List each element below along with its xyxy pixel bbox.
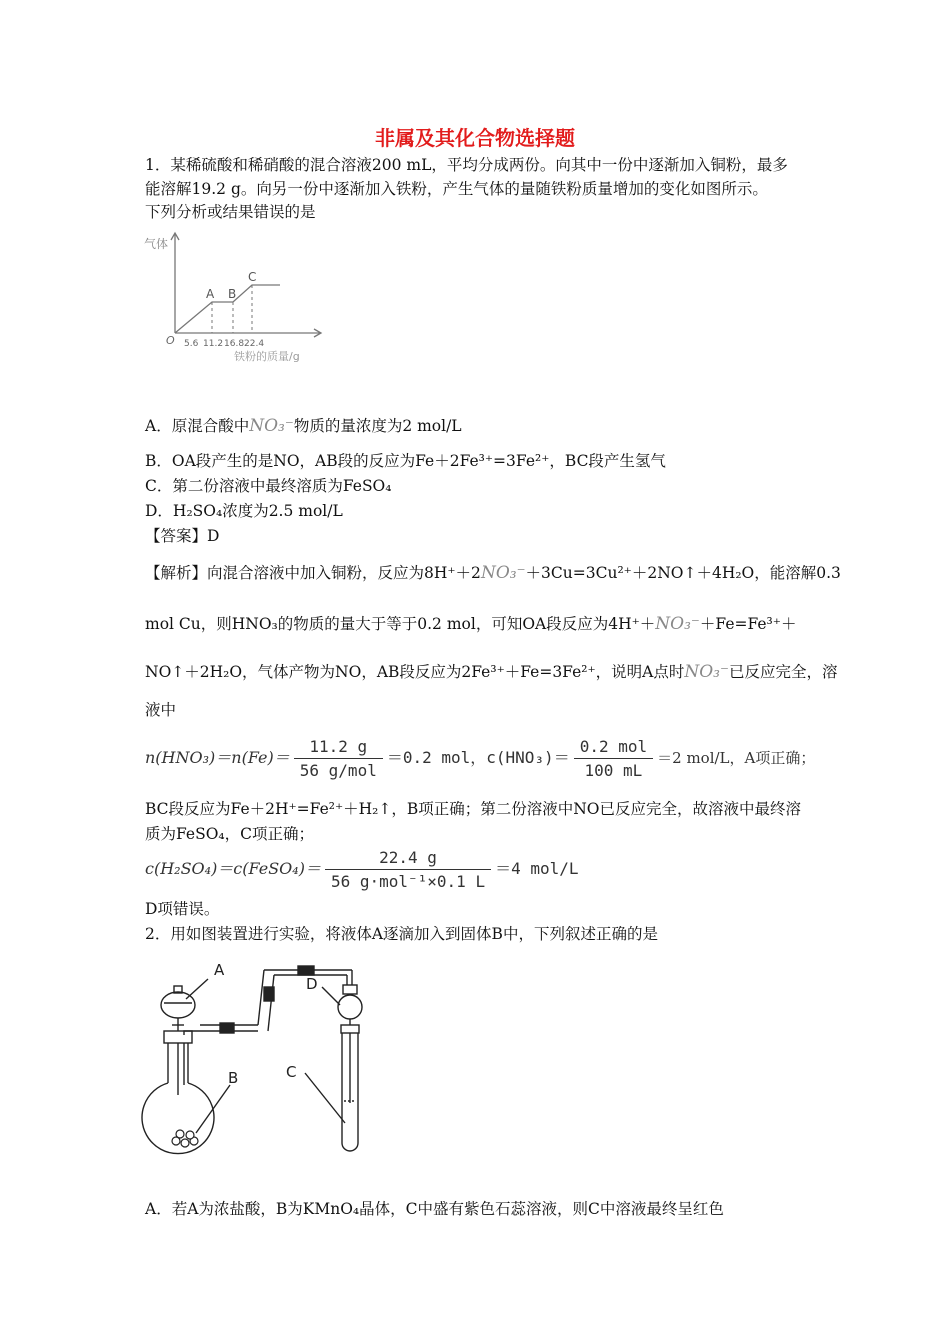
q1-explanation-line1: 【解析】向混合溶液中加入铜粉，反应为8H⁺＋2NO₃⁻＋3Cu=3Cu²⁺＋2NO↑＋4H₂O，能溶解0.3	[145, 563, 841, 583]
diagram-label-b: B	[228, 1069, 239, 1087]
graph-tick-3: 16.8	[224, 339, 245, 349]
q1-option-b: B．OA段产生的是NO，AB段的反应为Fe＋2Fe³⁺=3Fe²⁺，BC段产生氢气	[145, 452, 666, 470]
q1-explanation-line2: mol Cu，则HNO₃的物质的量大于等于0.2 mol，可知OA段反应为4H⁺＋NO₃⁻＋Fe=Fe³⁺＋	[145, 614, 797, 634]
page-title: 非属及其化合物选择题	[375, 126, 575, 150]
q2-option-a: A．若A为浓盐酸，B为KMnO₄晶体，C中盛有紫色石蕊溶液，则C中溶液最终呈红色	[145, 1200, 724, 1218]
q1-answer: 【答案】D	[145, 527, 220, 545]
q1-option-d: D．H₂SO₄浓度为2.5 mol/L	[145, 502, 343, 520]
graph-tick-1: 5.6	[184, 339, 199, 349]
graph-point-a: A	[206, 287, 215, 301]
graph-point-c: C	[248, 270, 257, 284]
graph-tick-2: 11.2	[203, 339, 224, 349]
nitrate-ion: NO₃⁻	[655, 614, 700, 634]
diagram-label-c: C	[286, 1063, 297, 1081]
graph-x-label: 铁粉的质量/g	[234, 350, 300, 363]
q1-explanation-line9: D项错误。	[145, 900, 220, 918]
q1-gas-graph	[140, 228, 340, 368]
graph-y-label: 气体	[144, 237, 169, 251]
q2-apparatus-diagram	[140, 955, 400, 1165]
q1-explanation-line4: 液中	[145, 701, 177, 719]
diagram-label-d: D	[306, 975, 318, 993]
nitrate-ion: NO₃⁻	[249, 416, 294, 436]
q1-option-a: A．原混合酸中NO₃⁻物质的量浓度为2 mol/L	[145, 416, 462, 436]
q1-explanation-line3: NO↑＋2H₂O，气体产物为NO，AB段反应为2Fe³⁺＋Fe=3Fe²⁺，说明A点时NO₃⁻已反应完全，溶	[145, 662, 838, 682]
q1-explanation-line6: BC段反应为Fe＋2H⁺=Fe²⁺＋H₂↑，B项正确；第二份溶液中NO已反应完全，故溶液中最终溶	[145, 800, 802, 818]
diagram-label-a: A	[214, 961, 225, 979]
nitrate-ion: NO₃⁻	[480, 563, 526, 583]
nitrate-ion: NO₃⁻	[684, 662, 729, 682]
formula-h2so4: c(H₂SO₄)＝c(FeSO₄)＝ $\frac{22.4 g}{\text{56 g·mol⁻¹×0.1 L}}$ ＝4 mol/L	[145, 848, 579, 891]
q1-stem-line3: 下列分析或结果错误的是	[145, 203, 316, 221]
q1-stem-line2: 能溶解19.2 g。向另一份中逐渐加入铁粉，产生气体的量随铁粉质量增加的变化如图所示。	[145, 180, 768, 198]
q1-stem-line1: 1．某稀硫酸和稀硝酸的混合溶液200 mL，平均分成两份。向其中一份中逐渐加入铜粉，最多	[145, 156, 788, 174]
graph-point-b: B	[228, 287, 237, 301]
formula-hno3: n(HNO₃)＝n(Fe)＝ $\frac{11.2 g}{\text{56 g/mol}}$ ＝0.2 mol，c(HNO₃)＝ $\frac{\text{0.2 mol}}{100 mL}$ ＝2 mol/L，A项正确；	[145, 737, 816, 780]
q2-stem: 2．用如图装置进行实验，将液体A逐滴加入到固体B中，下列叙述正确的是	[145, 925, 658, 943]
q1-explanation-line7: 质为FeSO₄，C项正确；	[145, 825, 314, 843]
q1-option-c: C．第二份溶液中最终溶质为FeSO₄	[145, 477, 392, 495]
graph-origin: O	[166, 334, 175, 347]
graph-tick-4: 22.4	[244, 339, 265, 349]
